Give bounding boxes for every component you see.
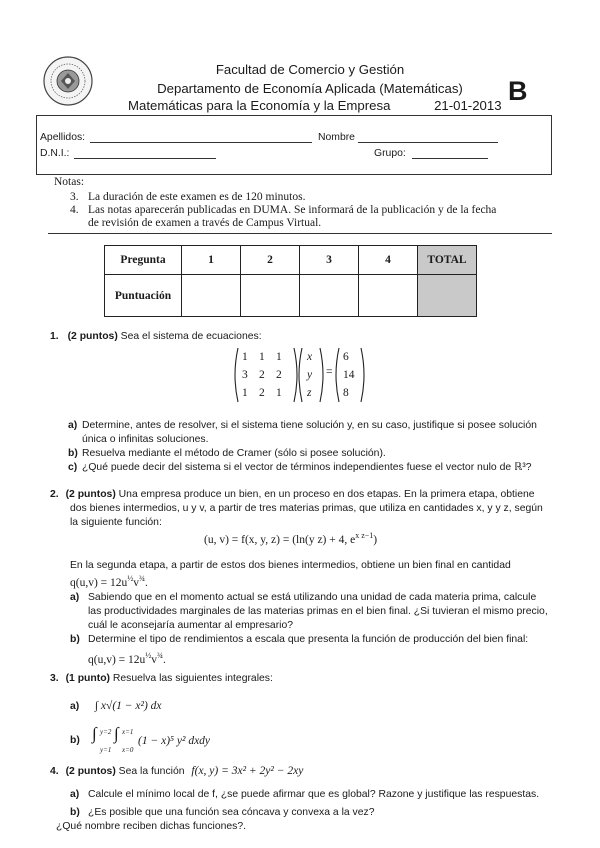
matrix-row [242,348,293,366]
dni-label: D.N.I.: [40,148,70,159]
question-2-items [70,591,570,647]
question-4-closing: ¿Qué nombre reciben dichas funciones?. [56,821,247,832]
group-label: Grupo: [374,148,406,159]
question-points: (2 puntos) [65,766,116,777]
item-text: Resuelva mediante el método de Cramer (sólo si posee solución). [82,448,386,459]
faculty-title: Facultad de Comercio y Gestión [215,62,405,77]
list-item: las productividades marginales de las materias primas en el bien final. ¿Si tuvieran el mismo precio, [88,606,548,617]
item-text: Determine el tipo de rendimientos a escala que presenta la función de producción del bien final: [88,634,529,645]
formula-text: (u, v) = f(x, y, z) = (ln(y z) + 4, e [204,533,356,546]
question-number: 3. [50,673,59,684]
question-points: (2 puntos) [67,331,118,342]
note-text: Las notas aparecerán publicadas en DUMA. Se informará de la publicación y de la fecha [88,204,497,216]
rhs-value: 14 [343,369,355,381]
item-text: ¿Qué puede decir del sistema si el vector de términos independientes fuese el vector nulo de ℝ³? [82,462,532,473]
variable: y [307,369,313,381]
integral-b [70,726,330,756]
exam-version: B [508,76,528,106]
note-text: La duración de este examen es de 120 minutos. [88,191,306,203]
question-text: Resuelva las siguientes integrales: [112,673,273,684]
note-item [70,191,550,230]
item-label: b) [68,448,78,459]
question-4-items [70,788,570,820]
formula-variable: v [133,576,140,589]
item-text: Calcule el mínimo local de f, ¿se puede afirmar que es global? Razone y justifique las respuestas. [88,789,540,800]
notes-title: Notas: [54,176,85,188]
outer-lower-limit: y=1 [100,746,112,754]
question-number: 1. [50,331,59,342]
list-item [68,419,568,433]
item-text: Determine, antes de resolver, si el sistema tiene solución y, en su caso, justifique si posee solución [82,420,537,431]
score-table-row-label: Puntuación [105,275,182,317]
score-cell[interactable] [300,275,359,317]
integral-a [70,699,162,714]
item-label: a) [70,789,80,800]
question-number: 2. [50,489,59,500]
name-label: Nombre [318,132,355,143]
formula-exponent: ¾ [157,651,164,660]
list-item: cuál le aconsejaría aumentar al empresario? [88,620,294,631]
formula-text: q(u,v) = 12u [70,576,128,589]
question-number: 4. [50,766,59,777]
second-stage-text: En la segunda etapa, a partir de estos dos bienes intermedios, obtiene un bien final en cantidad [70,560,511,571]
matrix-cell: 1 [276,351,282,363]
final-good-formula-repeat: $q(u,v) = 12u^{\frac{1}{2}}v^{\frac{3}{4}}$. [88,651,166,666]
question-line [50,488,560,502]
question-4-header [50,764,303,779]
formula-exponent: ½ [145,651,152,660]
equals-sign: = [326,366,333,378]
notes-divider [48,233,552,234]
formula-text: q(u,v) = 12u [88,653,146,666]
score-cell-total [418,275,477,317]
name-field[interactable] [358,142,498,143]
outer-upper-limit: y=2 [100,728,112,736]
item-label: a) [70,592,80,603]
question-3-header [50,672,273,686]
item-label: b) [70,807,80,818]
matrix-cell: 3 [242,369,248,381]
formula-exponent: ½ [127,574,134,583]
item-label: b) [70,735,80,746]
production-formula [204,531,377,546]
question-line: dos bienes intermedios, u y v, a partir de tres materias primas, que utiliza en cantidades x, y y z, según [70,503,543,514]
note-text: de revisión de examen a través de Campus Virtual. [88,217,322,229]
score-table-header-label: Pregunta [105,246,182,275]
question-1-items [68,419,568,475]
score-cell[interactable] [182,275,241,317]
matrix-cell: 1 [242,387,248,399]
item-text: única o infinitas soluciones. [82,434,209,445]
matrix-cell: 2 [276,369,282,381]
question-points: (1 punto) [65,673,110,684]
item-label: b) [70,634,80,645]
integral-expression: ∫ x√(1 − x²) dx [94,700,162,712]
question-1-header [50,330,262,344]
note-line [70,204,550,217]
variable: z [307,387,312,399]
formula-exponent: x z−1 [355,531,374,540]
equation-system [232,346,382,404]
item-label: c) [68,462,78,473]
variables-vector [307,348,312,402]
score-table-col-3: 3 [300,246,359,275]
matrix-cell: 1 [242,351,248,363]
question-points: (2 puntos) [65,489,116,500]
variable: x [307,351,313,363]
list-item [70,788,570,802]
matrix-row [242,366,293,384]
outer-integral-sign: ∫ [92,724,97,743]
formula-variable: v [151,653,158,666]
score-table-col-1: 1 [182,246,241,275]
dni-field[interactable] [74,158,216,159]
item-label: a) [68,420,78,431]
function-formula: f(x, y) = 3x² + 2y² − 2xy [191,765,304,777]
score-cell[interactable] [241,275,300,317]
question-2-body [50,488,560,530]
department-title: Departamento de Economía Aplicada (Matemáticas) [157,81,463,96]
matrix-row [242,384,293,402]
inner-upper-limit: x=1 [122,728,134,736]
coefficient-matrix [242,348,293,402]
item-text: ¿Es posible que una función sea cóncava y convexa a la vez? [88,807,375,818]
list-item [70,633,570,647]
list-item [70,591,570,605]
score-table-total: TOTAL [418,246,477,275]
formula-exponent: ¾ [139,574,146,583]
question-text: Sea la función [118,766,185,777]
rhs-value: 8 [343,387,349,399]
surname-label: Apellidos: [40,132,86,143]
item-text: Sabiendo que en el momento actual se está utilizando una unidad de cada materia prima, calcule [88,592,537,603]
final-good-formula: $q(u,v) = 12u^{\frac{1}{2}}v^{\frac{3}{4}}$. [70,574,148,589]
exam-date: 21-01-2013 [434,98,502,113]
list-item [70,806,570,820]
question-text: Sea el sistema de ecuaciones: [120,331,262,342]
matrix-cell: 2 [259,387,265,399]
matrix-cell: 2 [259,369,265,381]
note-line [70,191,550,204]
group-field[interactable] [412,158,488,159]
list-item [68,461,568,475]
university-seal [42,55,94,107]
note-number: 4. [70,204,79,216]
integral-expression: (1 − x)⁵ y² dxdy [138,735,211,747]
list-item [68,433,568,447]
score-cell[interactable] [359,275,418,317]
note-line [70,217,550,230]
score-table-col-4: 4 [359,246,418,275]
surname-field[interactable] [90,142,312,143]
list-item [68,447,568,461]
rhs-vector [343,348,355,402]
score-table [104,245,477,317]
matrix-cell: 1 [259,351,265,363]
item-label: a) [70,701,80,712]
question-line: la siguiente función: [70,517,162,528]
inner-lower-limit: x=0 [122,746,134,754]
course-name: Matemáticas para la Economía y la Empresa [128,98,391,113]
formula-close: ) [373,533,378,546]
matrix-cell: 1 [276,387,282,399]
inner-integral-sign: ∫ [114,724,119,743]
course-title [128,98,508,113]
rhs-value: 6 [343,351,349,363]
score-table-col-2: 2 [241,246,300,275]
student-id-box [36,115,552,175]
question-text: Una empresa produce un bien, en un proceso en dos etapas. En la primera etapa, obtiene [118,489,535,500]
note-number: 3. [70,191,79,203]
